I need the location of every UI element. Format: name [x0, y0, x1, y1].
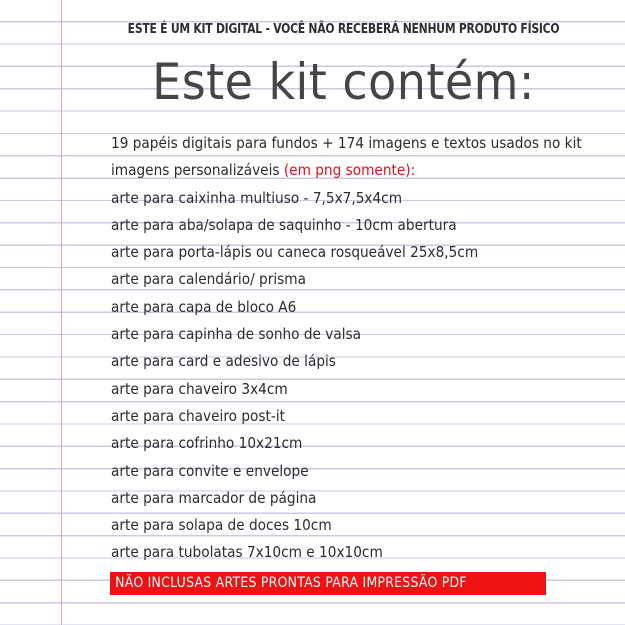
page-title: Este kit contém:	[152, 53, 535, 111]
notebook-margin-line	[61, 0, 62, 625]
list-item: arte para capinha de sonho de valsa	[111, 325, 362, 344]
list-item: arte para marcador de página	[111, 488, 317, 507]
list-item-customizable	[111, 158, 582, 185]
kit-contents-list	[111, 131, 625, 568]
list-item-intro: 19 papéis digitais para fundos + 174 imagens e textos usados no kit	[111, 134, 582, 152]
list-item: arte para calendário/ prisma	[111, 270, 306, 289]
list-item: arte para cofrinho 10x21cm	[111, 434, 303, 453]
banner-label: NÃO INCLUSAS ARTES PRONTAS PARA IMPRESSÃO PDF	[115, 575, 467, 591]
list-item: arte para caixinha multiuso - 7,5x7,5x4cm	[111, 188, 403, 207]
list-item: arte para chaveiro 3x4cm	[111, 379, 288, 398]
customizable-label: imagens personalizáveis	[111, 161, 284, 180]
no-print-ready-pdf-banner	[110, 572, 546, 595]
digital-kit-disclaimer: ESTE É UM KIT DIGITAL - VOCÊ NÃO RECEBERÁ NENHUM PRODUTO FÍSICO	[127, 22, 560, 37]
list-item: arte para chaveiro post-it	[111, 406, 285, 425]
list-item: arte para tubolatas 7x10cm e 10x10cm	[111, 543, 383, 562]
list-item: arte para aba/solapa de saquinho - 10cm abertura	[111, 215, 457, 234]
list-item: arte para capa de bloco A6	[111, 297, 297, 316]
list-item: arte para convite e envelope	[111, 461, 309, 480]
png-only-note: (em png somente):	[283, 161, 416, 180]
list-item: arte para card e adesivo de lápis	[111, 352, 336, 371]
list-item: arte para solapa de doces 10cm	[111, 516, 332, 535]
list-item: arte para porta-lápis ou caneca rosqueável 25x8,5cm	[111, 243, 479, 262]
